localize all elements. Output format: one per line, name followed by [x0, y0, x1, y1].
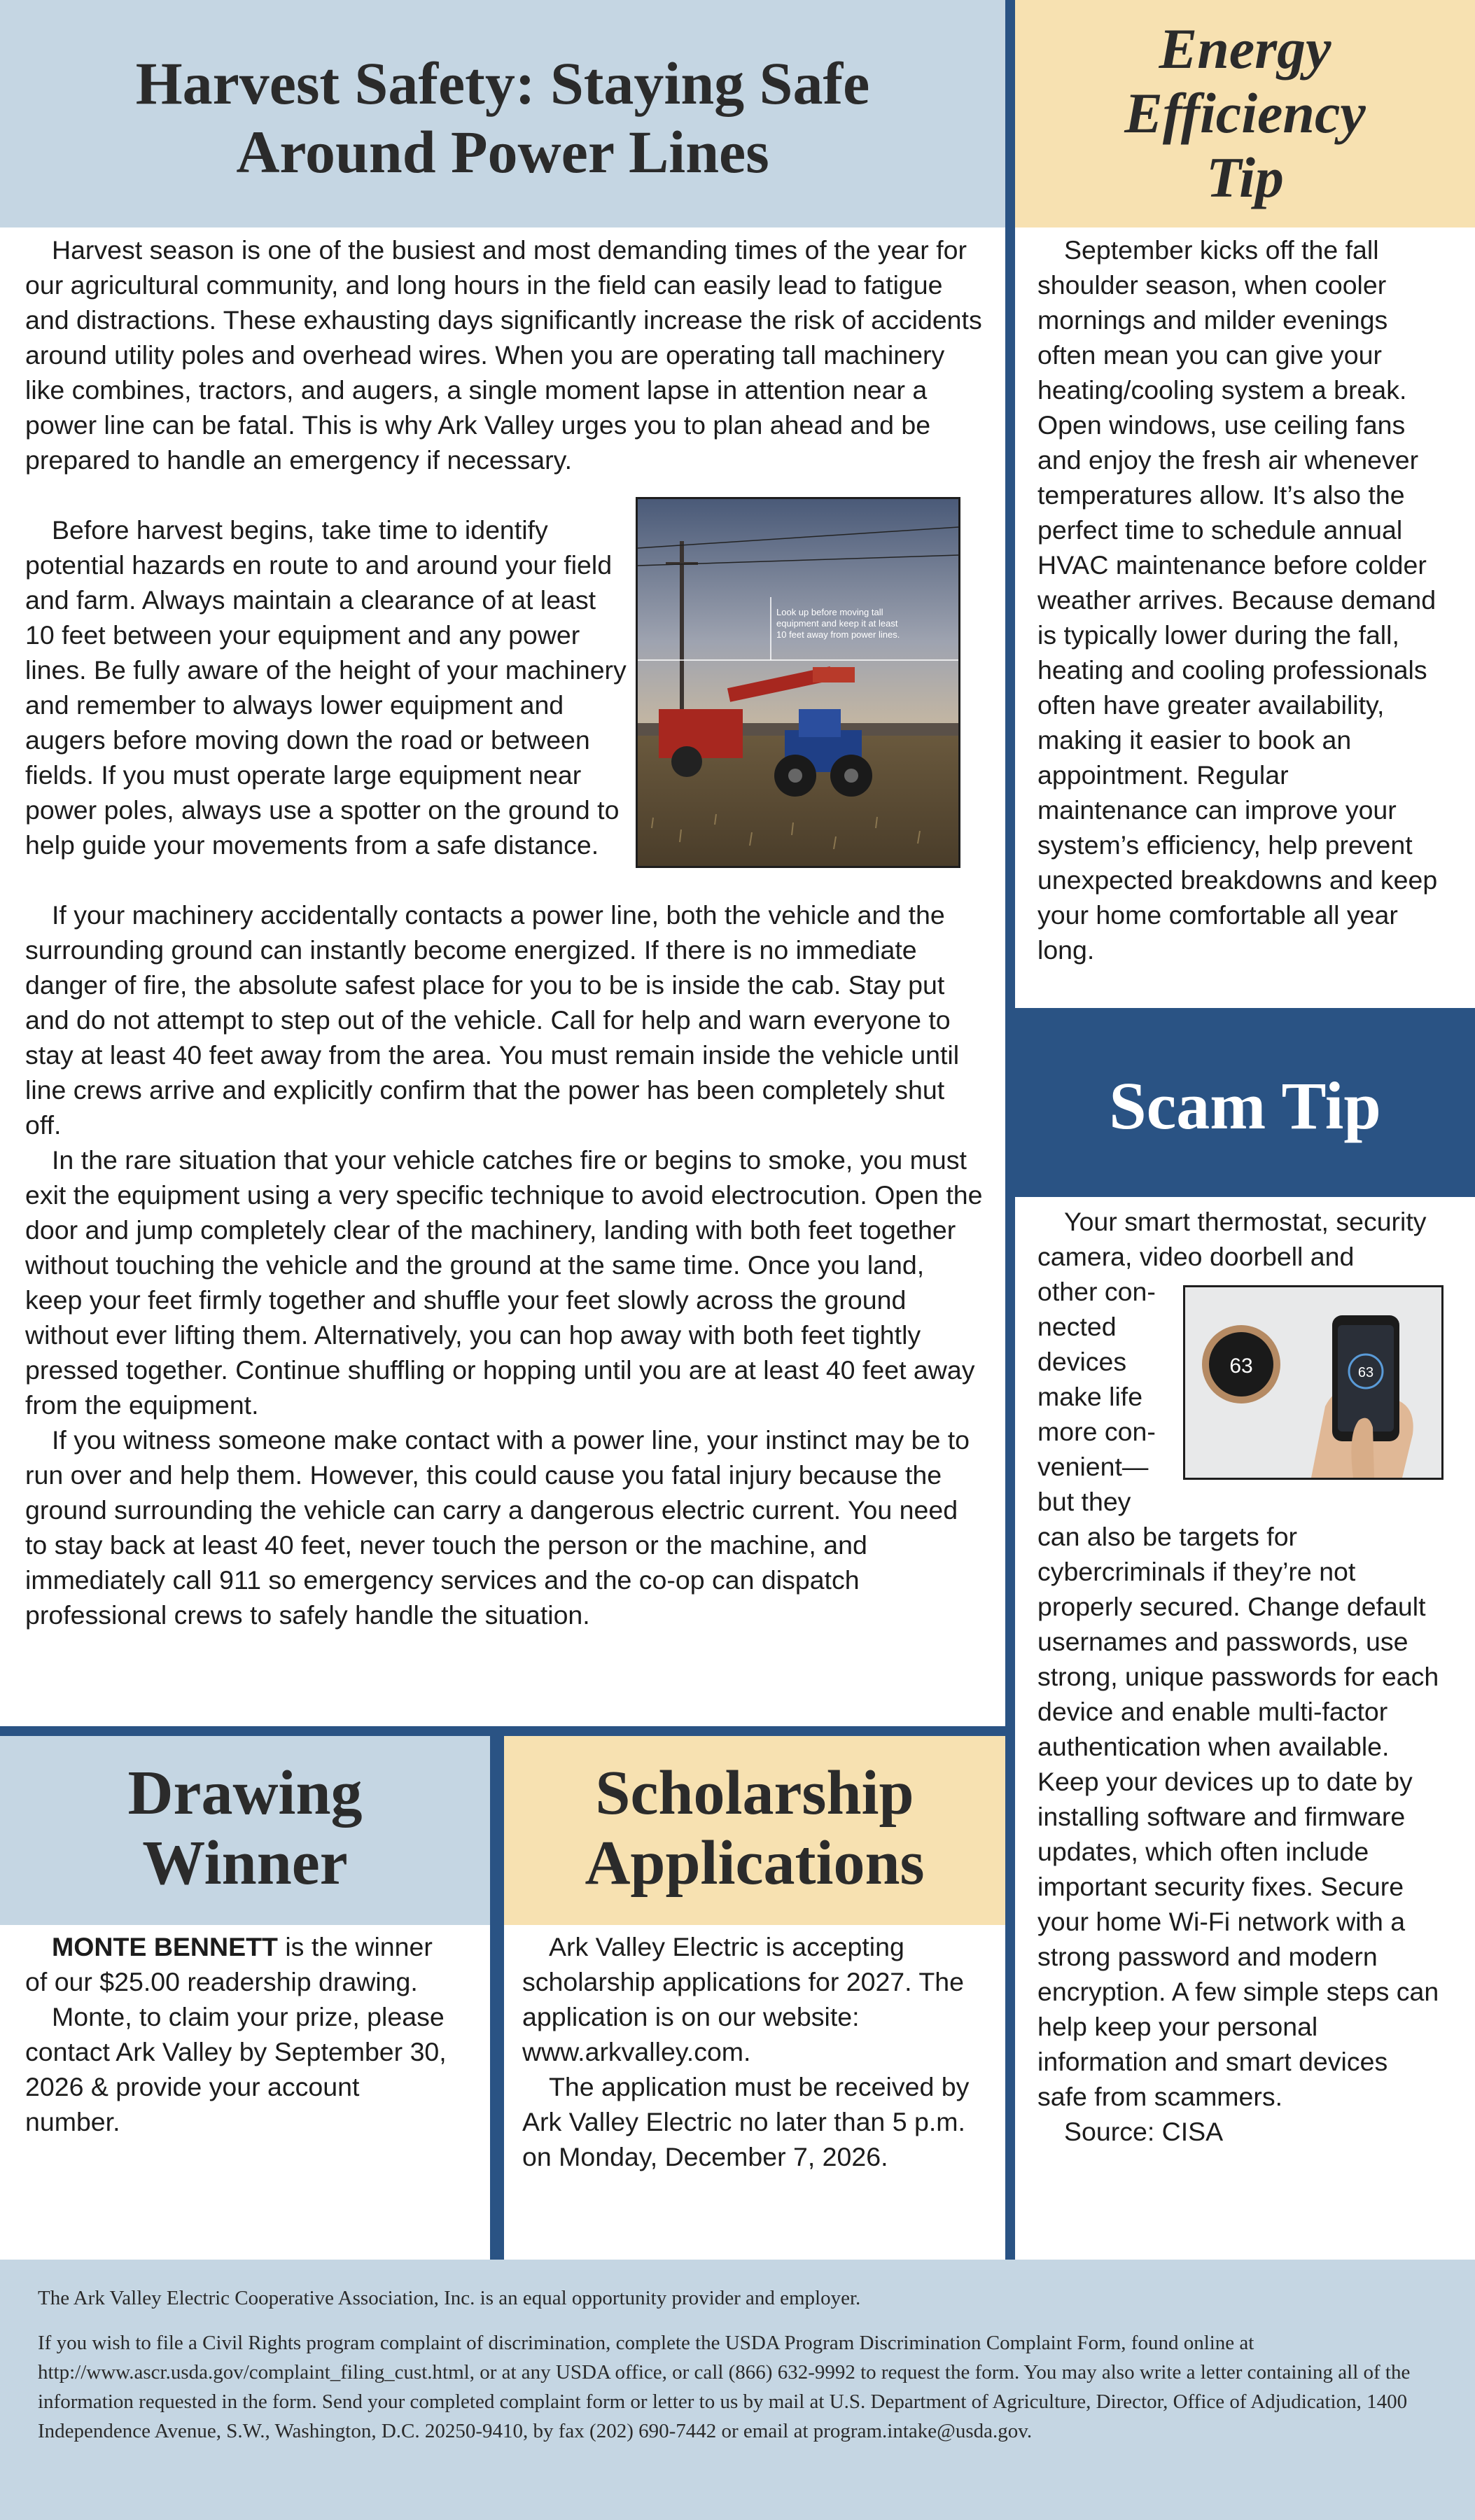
scam-article: [1037, 1519, 1442, 2149]
scholarship-paragraph-1: Ark Valley Electric is accepting scholarship applications for 2027. The application is on our website: www.arkvalley.com.: [522, 1932, 964, 2066]
energy-title-line3: Tip: [1206, 146, 1284, 209]
footer-equal-opportunity: The Ark Valley Electric Cooperative Association, Inc. is an equal opportunity provider and employer.: [38, 2287, 861, 2309]
harvest-paragraph-5: If you witness someone make contact with a power line, your instinct may be to run over and help them. However, this could cause you fatal injury because the ground surrounding the vehicle can carry a dangerous electric current. You need to stay back at least 40 feet, never touch the person or the machine, and immediately call 911 so emergency services and the co-op can dispatch professional crews to safely handle the situation.: [25, 1425, 970, 1630]
drawing-paragraph-2: Monte, to claim your prize, please contact Ark Valley by September 30, 2026 & provide your account number.: [25, 2002, 447, 2136]
energy-body: September kicks off the fall shoulder season, when cooler mornings and milder evenings often mean you can give your heating/cooling system a break. Open windows, use ceiling fans and enjoy the fresh air whenever temperatures allow. It’s also the perfect time to schedule annual HVAC maintenance before colder weather arrives. Because demand is typically lower during the fall, heating and cooling professionals often have greater availability, making it easier to book an appointment. Regular maintenance can improve your system’s efficiency, help prevent unexpected breakdowns and keep your home comfortable all year long.: [1037, 235, 1438, 965]
thermostat-phone-illustration: [1185, 1287, 1441, 1478]
scam-wrap-line-7: but they: [1037, 1487, 1131, 1516]
scholarship-header: [504, 1736, 1005, 1925]
harvest-header: [0, 0, 1005, 227]
thermostat-temp: 63: [1229, 1354, 1253, 1378]
scam-wrap-line-4: make life: [1037, 1382, 1143, 1411]
winner-name: MONTE BENNETT: [52, 1932, 278, 1961]
scam-intro: [1037, 1204, 1442, 1274]
scholarship-title-line2: Applications: [585, 1828, 925, 1898]
drawing-article: [25, 1929, 456, 2139]
harvest-paragraph-2: Before harvest begins, take time to identify potential hazards en route to and around your field and farm. Always maintain a clearance of at least 10 feet between your equipment and any power lines. Be fully aware of the height of your machinery and remember to always lower equipment and augers before moving down the road or between fields. If you must operate large equipment near power poles, always use a spotter on the ground to help guide your movements from a safe distance.: [25, 515, 627, 860]
harvest-article-top: [25, 232, 986, 477]
scam-source: Source: CISA: [1064, 2117, 1224, 2146]
scholarship-title-line1: Scholarship: [595, 1758, 914, 1828]
divider-energy-scam: [1015, 1008, 1475, 1015]
scam-body: can also be targets for cybercriminals if they’re not properly secured. Change default usernames and passwords, use strong, unique passwords for each device and enable multi-factor authentication when available. Keep your devices up to date by installing software and firmware updates, which often include important security fixes. Secure your home Wi-Fi network with a strong password and modern encryption. A few simple steps can help keep your personal information and smart devices safe from scammers.: [1037, 1522, 1439, 2111]
combine-harvest-photo: [636, 497, 960, 868]
scholarship-article: [522, 1929, 970, 2174]
harvest-paragraph-4: In the rare situation that your vehicle catches fire or begins to smoke, you must exit the equipment using a very specific technique to avoid electrocution. Open the door and jump completely clear of the machinery, landing with both feet together without touching the vehicle and the ground at the same time. Once you land, keep your feet firmly together and shuffle your feet slowly across the ground without ever lifting them. Alternatively, you can hop away with both feet tightly pressed together. Continue shuffling or hopping until you are at least 40 feet away from the equipment.: [25, 1145, 983, 1420]
smart-thermostat-photo: [1183, 1285, 1443, 1480]
harvest-title-line1: Harvest Safety: Staying Safe: [135, 50, 870, 117]
scholarship-paragraph-2: The application must be received by Ark Valley Electric no later than 5 p.m. on Monday, December 7, 2026.: [522, 2072, 970, 2171]
energy-header: [1015, 0, 1475, 227]
energy-title-line2: Efficiency: [1124, 81, 1366, 145]
scam-wrap-line-6: venient—: [1037, 1452, 1149, 1481]
harvest-title-line2: Around Power Lines: [236, 118, 769, 186]
energy-title: [1015, 0, 1475, 210]
harvest-paragraph-3: If your machinery accidentally contacts a power line, both the vehicle and the surrounding ground can instantly become energized. If there is no immediate danger of fire, the absolute safest place for you to be is inside the cab. Stay put and do not attempt to step out of the vehicle. Call for help and warn everyone to stay at least 40 feet away from the area. You must remain inside the vehicle until line crews arrive and explicitly confirm that the power has been completely shut off.: [25, 900, 960, 1140]
drawing-title-line1: Drawing: [127, 1758, 363, 1828]
footer-civil-rights: If you wish to file a Civil Rights program complaint of discrimination, complete the USDA Program Discrimination Complaint Form, found online at http://www.ascr.usda.gov/complaint_filing_cust.html, or at any USDA office, or call (866) 632-9992 to request the form. You may also write a letter containing all of the information requested in the form. Send your completed complaint form or letter to us by mail at U.S. Department of Agriculture, Director, Office of Adjudication, 1400 Independence Avenue, S.W., Washington, D.C. 20250-9410, by fax (202) 690-7442 or email at program.intake@usda.gov.: [38, 2332, 1411, 2442]
scholarship-title: [504, 1736, 1005, 1898]
combine-harvest-illustration: [638, 499, 958, 866]
scam-wrap-text: [1037, 1274, 1177, 1519]
harvest-article-wrap: [25, 512, 627, 862]
scam-wrap-line-5: more con-: [1037, 1417, 1156, 1446]
scam-wrap-line-3: devices: [1037, 1347, 1127, 1376]
energy-title-line1: Energy: [1159, 17, 1331, 80]
scam-header: [1015, 1015, 1475, 1197]
drawing-paragraph-1: [25, 1929, 456, 1999]
phone-temp: 63: [1357, 1365, 1374, 1380]
divider-boxes-middle: [490, 1726, 504, 2260]
scam-wrap-line-1: other con-: [1037, 1277, 1156, 1306]
scam-title: Scam Tip: [1109, 1068, 1381, 1143]
photo-caption: Look up before moving tall equipment and keep it at least 10 feet away from power lines.: [776, 607, 900, 640]
scam-wrap-line-2: nected: [1037, 1312, 1117, 1341]
harvest-article-bottom: [25, 897, 986, 1632]
energy-article: [1037, 232, 1442, 967]
divider-right-column: [1005, 0, 1015, 2260]
drawing-header: [0, 1736, 490, 1925]
footer-disclaimer: [0, 2260, 1475, 2520]
drawing-paragraph-1-rest: is the winner of our $25.00 readership drawing.: [25, 1932, 433, 1996]
drawing-title: [0, 1736, 490, 1898]
drawing-title-line2: Winner: [142, 1828, 348, 1898]
harvest-title: [0, 0, 1005, 186]
scam-intro-text: Your smart thermostat, security camera, video doorbell and: [1037, 1207, 1427, 1271]
harvest-paragraph-1: Harvest season is one of the busiest and most demanding times of the year for our agricultural community, and long hours in the field can easily lead to fatigue and distractions. These exhausting days significantly increase the risk of accidents around utility poles and overhead wires. When you are operating tall machinery like combines, tractors, and augers, a single moment lapse in attention near a power line can be fatal. This is why Ark Valley urges you to plan ahead and be prepared to handle an emergency if necessary.: [25, 235, 982, 475]
